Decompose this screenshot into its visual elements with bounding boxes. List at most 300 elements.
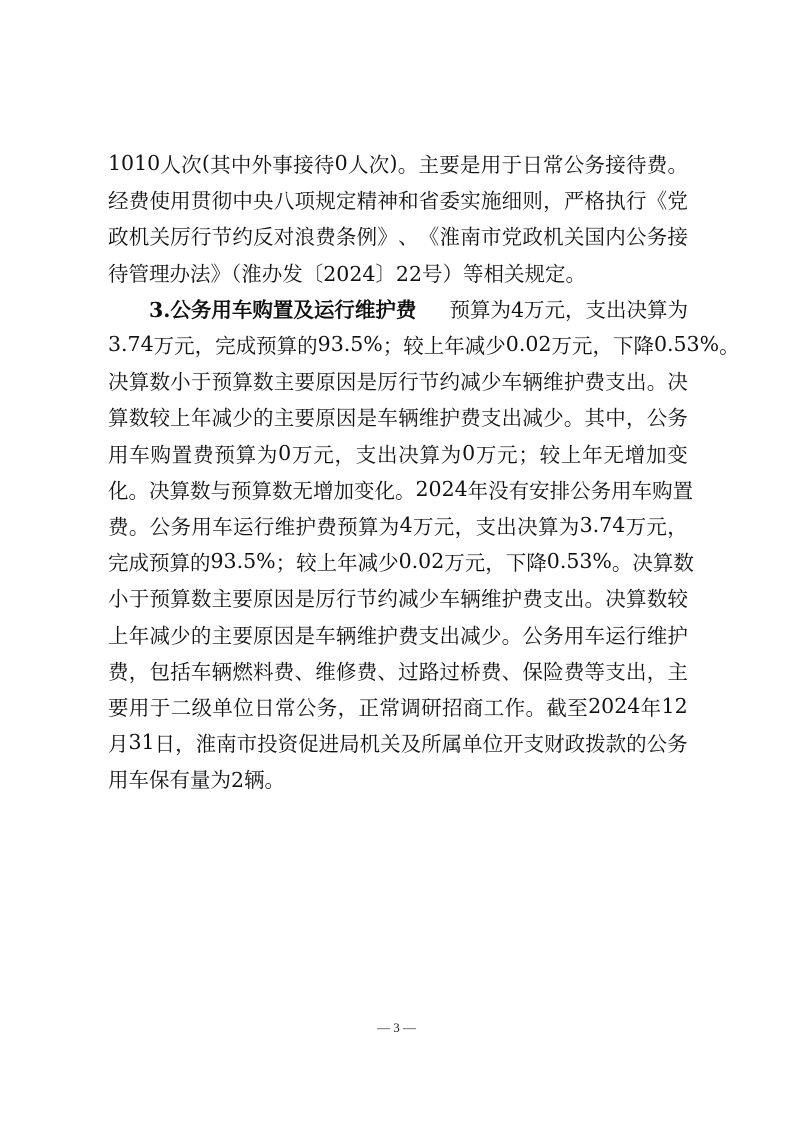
text-token: 是 (356, 370, 378, 395)
text-token: 人 (347, 153, 369, 178)
text-token: 上 (170, 406, 191, 431)
text-token: 精 (356, 189, 378, 214)
text-token: 预 (337, 514, 358, 539)
text-token: 护 (501, 587, 523, 612)
text-token: 成 (128, 551, 149, 576)
text-token: ， (667, 514, 688, 539)
text-token: 减 (460, 623, 481, 648)
text-token: 无 (603, 442, 624, 467)
text-token: 公 (295, 695, 317, 720)
text-token: 决 (667, 370, 688, 395)
text-line (108, 471, 694, 507)
text-token: 0.53% (546, 549, 612, 574)
text-line (108, 145, 688, 181)
text-token: 用 (108, 442, 129, 467)
text-token: 维 (315, 659, 336, 684)
text-token: 桥 (460, 659, 481, 684)
text-token: 0 (278, 440, 292, 465)
text-token: 。 (397, 153, 419, 178)
text-token: 对 (273, 225, 295, 250)
text-line-continuation: 预算为4万元，支出决算为 (449, 297, 688, 322)
text-token: 支 (475, 514, 496, 539)
text-token: 算 (652, 551, 674, 576)
text-token: 预 (231, 478, 252, 503)
text-token: 增 (624, 442, 646, 467)
text-token: 属 (441, 732, 463, 757)
text-token: 加 (646, 442, 667, 467)
text-token: 车 (631, 478, 653, 503)
text-token: 是 (294, 623, 315, 648)
text-token: 维 (274, 514, 296, 539)
text-token: 中 (230, 153, 252, 178)
text-token: 化 (108, 478, 129, 503)
text-token: 出 (625, 370, 647, 395)
text-token: 细 (501, 189, 523, 214)
text-token: 务 (667, 732, 688, 757)
text-token: 费 (108, 514, 129, 539)
text-token: 单 (212, 695, 233, 720)
text-token: 务 (316, 695, 338, 720)
text-token: 少 (170, 623, 191, 648)
text-token: 护 (439, 406, 460, 431)
text-token: 用 (170, 189, 191, 214)
text-token: 决 (632, 551, 653, 576)
text-token: 较 (403, 334, 424, 359)
text-token: 算 (235, 442, 257, 467)
text-token: 费 (108, 659, 129, 684)
text-token: 局 (339, 732, 360, 757)
text-token: 减 (211, 406, 233, 431)
text-token: 。 (128, 514, 150, 539)
text-token: 促 (298, 732, 319, 757)
text-token: 原 (315, 370, 336, 395)
text-token: 完 (108, 551, 129, 576)
text-line (108, 435, 688, 471)
text-line (108, 181, 688, 217)
text-token: 要 (108, 695, 129, 720)
text-token: 变 (354, 478, 375, 503)
text-token: 费 (522, 587, 543, 612)
text-token: 费 (480, 659, 502, 684)
text-token: 辆 (522, 370, 543, 395)
text-token: 。 (395, 478, 416, 503)
text-token: 拨 (585, 732, 606, 757)
text-token: 0.53% (653, 332, 720, 357)
text-token: ， (646, 659, 668, 684)
text-token: 使 (149, 189, 170, 214)
text-token: 浪 (294, 225, 315, 250)
text-token: 》 (377, 225, 398, 250)
text-token: 次 (368, 153, 390, 178)
text-token: 待 (625, 153, 647, 178)
text-token: 原 (315, 406, 336, 431)
text-token: 运 (605, 623, 626, 648)
text-token: 原 (253, 587, 274, 612)
text-token: 2024 (415, 476, 468, 501)
text-token: ， (454, 514, 476, 539)
text-line (108, 615, 688, 651)
text-token: 增 (313, 478, 334, 503)
text-token: 数 (272, 478, 293, 503)
text-token: 下 (505, 551, 527, 576)
text-token: 节 (356, 587, 378, 612)
text-token: 少 (480, 623, 502, 648)
text-token: 单 (462, 732, 483, 757)
text-token: 有 (508, 478, 530, 503)
text-token: 93.5% (210, 549, 276, 574)
text-line: 待管理办法》（淮办发〔2024〕22号）等相关规定。 (108, 261, 587, 286)
text-line (108, 362, 688, 398)
text-token: 万 (153, 334, 175, 359)
text-token: 12 (661, 693, 688, 718)
text-token: 是 (294, 587, 315, 612)
text-token: 预 (149, 551, 170, 576)
text-line (108, 398, 688, 434)
text-token: 财 (544, 732, 565, 757)
text-token: 神 (377, 189, 398, 214)
text-token: 。 (128, 478, 149, 503)
text-token: 少 (480, 370, 502, 395)
text-token: 元 (433, 514, 455, 539)
text-token: 厉 (377, 370, 398, 395)
text-token: 中 (605, 406, 626, 431)
text-token: 施 (480, 189, 502, 214)
text-token: 减 (398, 587, 419, 612)
text-token: 公 (149, 514, 171, 539)
text-token: 化 (374, 478, 395, 503)
text-token: 为 (256, 442, 278, 467)
text-token: 万 (475, 442, 497, 467)
text-token: ； (518, 442, 539, 467)
text-token: 支 (605, 370, 626, 395)
text-token: 公 (646, 406, 668, 431)
text-token: 万 (444, 551, 465, 576)
text-token: 少 (378, 551, 399, 576)
text-token: 料 (253, 659, 274, 684)
text-token: 。 (611, 551, 633, 576)
text-token: ， (337, 695, 359, 720)
text-token: 数 (190, 478, 211, 503)
text-token: 保 (522, 659, 543, 684)
text-token: 于 (149, 695, 171, 720)
text-token: 维 (356, 623, 378, 648)
text-token: 支 (605, 659, 626, 684)
text-token: 要 (232, 623, 253, 648)
text-token: 南 (460, 225, 481, 250)
text-token: 护 (295, 514, 316, 539)
text-token: 算 (128, 370, 150, 395)
text-token: 。 (584, 587, 606, 612)
text-token: 与 (210, 478, 231, 503)
text-token: 加 (333, 478, 354, 503)
text-token: 减 (464, 334, 486, 359)
text-token: 工 (483, 695, 505, 720)
text-token: 维 (543, 370, 564, 395)
text-token: 算 (419, 442, 441, 467)
text-token: 数 (253, 370, 274, 395)
text-token: 市 (236, 732, 258, 757)
text-token: 行 (625, 623, 647, 648)
text-token: 算 (170, 587, 191, 612)
text-token: 算 (169, 478, 190, 503)
text-token: 投 (257, 732, 278, 757)
text-token: 行 (335, 587, 357, 612)
text-token: 行 (190, 225, 212, 250)
text-token: 彻 (211, 189, 233, 214)
text-token: 降 (526, 551, 547, 576)
text-token: 决 (108, 370, 129, 395)
text-token: 约 (377, 587, 398, 612)
text-token: 《 (646, 189, 668, 214)
text-token: 及 (400, 732, 422, 757)
text-token: 车 (190, 659, 212, 684)
text-token: 元 (174, 334, 195, 359)
text-token: ， (334, 442, 355, 467)
text-token: 党 (667, 189, 688, 214)
text-token: 辆 (398, 406, 419, 431)
text-token: 较 (667, 587, 688, 612)
text-token: 小 (108, 587, 129, 612)
text-token: 条 (335, 225, 357, 250)
text-token: 接 (605, 153, 626, 178)
text-token: 支 (543, 587, 564, 612)
text-token: 算 (537, 514, 559, 539)
text-token: 资 (277, 732, 299, 757)
text-token: 、 (294, 659, 315, 684)
text-token: 万 (291, 442, 313, 467)
text-token: 车 (584, 623, 606, 648)
text-token: 中 (232, 189, 253, 214)
text-token: 约 (232, 225, 253, 250)
text-line (108, 290, 688, 326)
text-token: 务 (646, 225, 668, 250)
text-token: 和 (398, 189, 419, 214)
text-token: 的 (190, 623, 212, 648)
text-token: 3.74 (579, 512, 626, 537)
text-token: 没 (488, 478, 509, 503)
text-token: 款 (605, 732, 627, 757)
text-token: 调 (400, 695, 421, 720)
text-token: 格 (584, 189, 606, 214)
text-token: 约 (439, 370, 460, 395)
text-token: 车 (501, 370, 523, 395)
text-line (108, 217, 688, 253)
text-token: 燃 (232, 659, 253, 684)
text-token: 年 (190, 406, 212, 431)
text-token: 维 (480, 587, 502, 612)
text-token: 主 (667, 659, 688, 684)
text-token: 用 (128, 695, 150, 720)
text-token: 元 (464, 551, 486, 576)
text-token: 出 (563, 587, 585, 612)
text-token: 险 (543, 659, 564, 684)
text-token: 。 (719, 334, 740, 359)
text-token: 常 (275, 695, 296, 720)
text-token: 关 (149, 225, 170, 250)
text-token: 淮 (195, 732, 217, 757)
text-line: 用车保有量为2辆。 (108, 768, 286, 793)
text-token: 置 (171, 442, 193, 467)
text-token: ， (194, 334, 216, 359)
text-token: 维 (418, 406, 440, 431)
text-token: 反 (253, 225, 274, 250)
text-token: 算 (232, 370, 253, 395)
text-token: 0.02 (505, 332, 552, 357)
text-token: 主 (273, 370, 295, 395)
text-token: 因 (273, 623, 295, 648)
text-token: 预 (256, 334, 277, 359)
text-token: 算 (625, 587, 647, 612)
text-token: 务 (543, 623, 564, 648)
text-token: 常 (379, 695, 400, 720)
text-token: 机 (128, 225, 150, 250)
text-token: 年 (467, 478, 489, 503)
text-token: 于 (128, 587, 150, 612)
text-token: 过 (398, 659, 419, 684)
text-token: 过 (439, 659, 460, 684)
text-token: 护 (667, 623, 688, 648)
text-token: 。 (646, 370, 668, 395)
text-token: 安 (529, 478, 550, 503)
text-token: 用 (191, 514, 212, 539)
text-token: 其 (584, 406, 606, 431)
text-token: 。 (667, 153, 688, 178)
text-token: 主 (273, 406, 295, 431)
text-token: 级 (191, 695, 212, 720)
text-token: 减 (149, 623, 170, 648)
text-token: 3.74 (108, 332, 154, 357)
text-token: 完 (215, 334, 236, 359)
text-token: 南 (216, 732, 237, 757)
text-token: 务 (584, 153, 605, 178)
text-token: 则 (522, 189, 543, 214)
text-token: 预 (149, 587, 170, 612)
text-line (108, 579, 688, 615)
text-token: 数 (128, 406, 150, 431)
text-token: 修 (335, 659, 357, 684)
text-token: 正 (358, 695, 379, 720)
text-token: 支 (523, 732, 545, 757)
text-token: 少 (418, 587, 440, 612)
text-token: ； (382, 334, 404, 359)
text-token: 年 (640, 695, 662, 720)
text-token: 党 (501, 225, 523, 250)
text-token: 委 (439, 189, 460, 214)
text-token: 招 (442, 695, 463, 720)
text-token: 《 (418, 225, 440, 250)
text-token: 接 (293, 153, 314, 178)
text-token: 运 (232, 514, 254, 539)
text-token: 费 (316, 514, 337, 539)
text-token: 用 (611, 478, 632, 503)
text-token: 购 (652, 478, 673, 503)
paragraph-vehicle-expenses (108, 290, 740, 797)
text-token: 机 (543, 225, 564, 250)
text-token: 上 (316, 551, 338, 576)
text-token: 出 (625, 659, 647, 684)
text-token: 数 (149, 370, 170, 395)
text-token: ， (625, 406, 647, 431)
text-token: 国 (584, 225, 606, 250)
text-token: 护 (563, 370, 585, 395)
text-token: 费 (584, 370, 606, 395)
text-token: 要 (232, 587, 253, 612)
text-token: 内 (605, 225, 626, 250)
text-token: 车 (212, 514, 233, 539)
text-token: 因 (335, 370, 357, 395)
text-token: ； (275, 551, 297, 576)
text-token: 务 (667, 406, 688, 431)
text-token: 为 (558, 514, 580, 539)
text-token: 万 (551, 334, 572, 359)
text-token: 。 (525, 695, 546, 720)
text-token: 严 (563, 189, 585, 214)
text-token: ， (592, 334, 613, 359)
text-token: 原 (253, 623, 274, 648)
text-token: 次 (181, 153, 202, 178)
text-token: ， (128, 659, 150, 684)
text-token: 变 (667, 442, 688, 467)
text-token: 0 (462, 440, 476, 465)
text-token: 公 (570, 478, 591, 503)
text-token: 定 (335, 189, 357, 214)
text-token: 费 (398, 623, 419, 648)
text-token: 算 (169, 551, 190, 576)
text-token: 较 (149, 406, 170, 431)
text-token: 的 (297, 334, 318, 359)
text-token: 出 (501, 406, 523, 431)
text-token: ， (175, 732, 196, 757)
text-token: 厉 (170, 225, 191, 250)
text-token: 2024 (588, 693, 641, 718)
text-token: 节 (211, 225, 233, 250)
text-token: 公 (625, 225, 647, 250)
text-token: 购 (150, 442, 172, 467)
text-token: 淮 (439, 225, 460, 250)
text-token: 万 (412, 514, 434, 539)
text-token: 年 (444, 334, 465, 359)
text-token: 执 (605, 189, 626, 214)
text-token: 车 (315, 623, 336, 648)
text-token: 规 (315, 189, 336, 214)
text-token: 公 (646, 732, 668, 757)
text-token: 车 (439, 587, 460, 612)
text-token: 进 (318, 732, 340, 757)
text-token: 辆 (211, 659, 233, 684)
text-token: 政 (522, 225, 543, 250)
text-token: 决 (605, 587, 626, 612)
text-token: 年 (128, 623, 150, 648)
text-token: 万 (625, 514, 647, 539)
text-token: 减 (357, 551, 379, 576)
text-token: 成 (235, 334, 257, 359)
text-token: 维 (646, 623, 668, 648)
text-token: 开 (503, 732, 524, 757)
text-token: 费 (273, 659, 295, 684)
page-number: — 3 — (377, 1020, 416, 1035)
text-token: 政 (564, 732, 586, 757)
text-token: 年 (582, 442, 603, 467)
text-token: 减 (460, 370, 481, 395)
text-token: 1010 (108, 151, 161, 176)
text-token: 实 (460, 189, 481, 214)
text-token: 等 (584, 659, 606, 684)
text-token: 决 (517, 514, 538, 539)
text-token: 算 (251, 478, 272, 503)
text-token: 市 (480, 225, 502, 250)
text-token: 外 (251, 153, 273, 178)
text-token: 元 (646, 514, 667, 539)
